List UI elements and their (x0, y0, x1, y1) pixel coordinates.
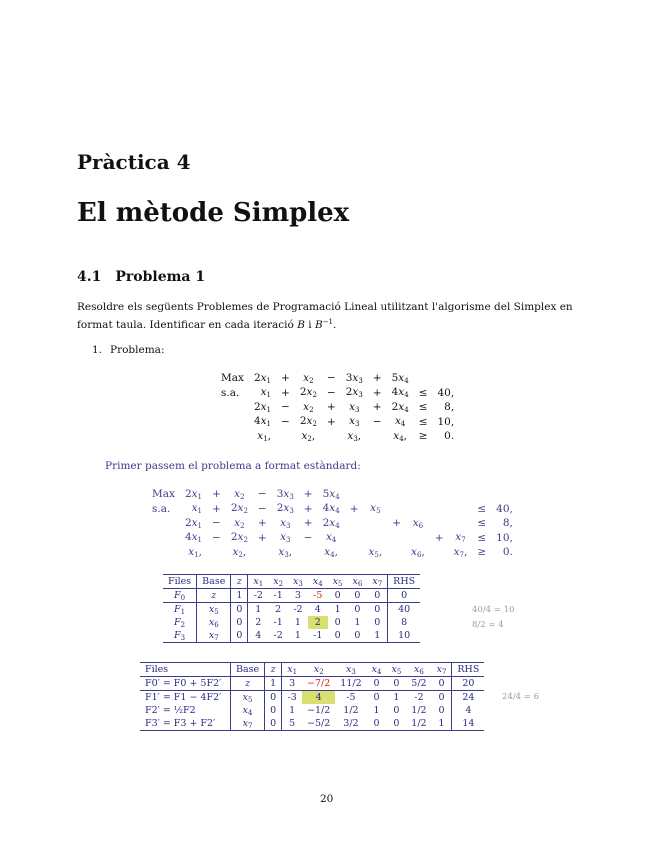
rhs-value: 40, (437, 386, 455, 399)
cell: 1 (265, 677, 282, 691)
ratio-test: 8/2 = 4 (472, 620, 504, 630)
std-constraint-row: $x_1$, $x_2$, $x_3$, $x_4$, $x_5$, $x_6$, $x_7$, ≥ 0. (147, 545, 518, 560)
table-row: $F_1$ $x_5$ 0 1 2 -2 4 1 0 0 40 (163, 603, 420, 617)
cell: 0 (348, 629, 368, 643)
cell: 10 (388, 629, 420, 643)
table-row: F3′ = F3 + F2′ $x_7$ 0 5 −5/2 3/2 0 0 1/2 1 14 (140, 717, 484, 731)
cell: 4 (465, 705, 472, 716)
rhs-value: 0. (444, 430, 455, 443)
cell: 0 (334, 617, 341, 628)
cell-entering: -5 (308, 589, 328, 603)
cell: -2 (414, 692, 424, 703)
page-number: 20 (320, 793, 334, 805)
table-row: F1′ = F1 − 4F2′ $x_5$ 0 -3 4 -5 0 1 -2 0 24 (140, 691, 484, 705)
header-base: Base (197, 575, 231, 589)
pivot-cell: 4 (302, 691, 335, 705)
main-title: El mètode Simplex (77, 198, 350, 228)
row-operation: F2′ = ½F2 (140, 704, 231, 717)
cell: 2 (275, 604, 282, 615)
relation: ≥ (418, 430, 428, 443)
cell: 1 (373, 705, 380, 716)
relation: ≤ (477, 517, 487, 530)
cell-entering: −7/2 (302, 677, 335, 691)
cell: 4 (248, 629, 268, 643)
cell: 24 (462, 692, 475, 703)
cell: 0 (231, 629, 248, 643)
cell: 1 (354, 617, 361, 628)
table-row: $F_0$ z 1 -2 -1 3 -5 0 0 0 0 (163, 589, 420, 603)
rhs-value: 8, (502, 517, 513, 530)
cell: -3 (287, 692, 297, 703)
cell: 1 (294, 617, 301, 628)
cell: 20 (452, 677, 484, 691)
cell: 1 (393, 692, 400, 703)
cell: −1/2 (307, 705, 331, 716)
cell: 3 (282, 677, 302, 691)
rhs-value: 0. (502, 546, 513, 559)
cell: 0 (367, 589, 387, 603)
lp-objective-row: Max $2x_1$ + $x_2$ − $3x_3$ + $5x_4$ (216, 371, 459, 386)
cell: 0 (348, 589, 368, 603)
lp-constraint-row: $2x_1$ − $x_2$ + $x_3$ + $2x_4$ ≤ 8, (216, 400, 459, 415)
standard-form-note: Primer passem el problema a format estàndard: (105, 460, 361, 472)
cell: -1 (308, 629, 328, 643)
cell: -2 (248, 589, 268, 603)
row-operation: F0′ = F0 + 5F2′ (140, 677, 231, 691)
rhs-value: 8, (444, 401, 455, 414)
rhs-value: 10, (496, 531, 513, 544)
cell: 1 (288, 629, 308, 643)
lp-problem (216, 371, 459, 444)
rhs-value: 40, (496, 502, 513, 515)
cell: -5 (346, 692, 356, 703)
cell: 0 (388, 589, 420, 603)
cell: 1 (255, 604, 262, 615)
cell: 0 (386, 677, 406, 691)
cell: 11/2 (335, 677, 366, 691)
row-operation: F1′ = F1 − 4F2′ (140, 691, 231, 705)
cell: -1 (268, 589, 288, 603)
relation: ≤ (418, 401, 428, 414)
cell: −5/2 (302, 717, 335, 731)
tableau-header-row: Files Base z $x_1$ $x_2$ $x_3$ $x_4$ $x_5$ $x_6$ $x_7$ RHS (140, 663, 484, 677)
pivot-cell: 2 (308, 616, 328, 629)
cell: 1/2 (406, 717, 431, 731)
simplex-tableau-1 (163, 574, 420, 643)
std-constraint-row: $2x_1$ − $x_2$ + $x_3$ + $2x_4$ + $x_6$ ≤ 8, (147, 516, 518, 531)
relation: ≤ (477, 502, 487, 515)
cell: 0 (367, 616, 387, 629)
cell: 0 (231, 603, 248, 617)
intro-paragraph: Resoldre els següents Problemes de Programació Lineal utilitzant l'algorisme del Simplex en format taula. Identificar en cada iteració B i $B^{-1}$. (77, 301, 573, 331)
rhs-value: 10, (437, 415, 455, 428)
cell: 1 (334, 604, 341, 615)
relation: ≥ (477, 546, 487, 559)
cell: 0 (367, 717, 387, 731)
cell: 8 (401, 617, 408, 628)
std-constraint-row: $4x_1$ − $2x_2$ + $x_3$ − $x_4$ + $x_7$ ≤ 10, (147, 531, 518, 546)
simplex-tableau-2 (140, 662, 484, 731)
section-number: 4.1 (77, 269, 102, 285)
cell: 14 (452, 717, 484, 731)
cell: 0 (432, 704, 452, 717)
cell: 1 (231, 589, 248, 603)
cell: 1/2 (411, 705, 427, 716)
ratio-test: 24/4 = 6 (502, 692, 540, 702)
max-label: Max (152, 488, 175, 501)
cell: 40 (398, 604, 411, 615)
cell: 5/2 (406, 677, 431, 691)
table-row: F0′ = F0 + 5F2′ z 1 3 −7/2 11/2 0 0 5/2 0 20 (140, 677, 484, 691)
cell: 0 (432, 691, 452, 705)
sa-label: s.a. (152, 502, 171, 515)
ratio-test: 40/4 = 10 (472, 605, 515, 615)
header-rhs: RHS (388, 575, 420, 589)
relation: ≤ (477, 531, 487, 544)
item-number: 1. (92, 344, 103, 356)
table-row: $F_2$ $x_6$ 0 2 -1 1 2 0 1 0 8 (163, 616, 420, 629)
cell: 1 (367, 629, 387, 643)
cell: 0 (354, 604, 361, 615)
cell: 3/2 (335, 717, 366, 731)
cell: 5 (282, 717, 302, 731)
std-constraint-row: s.a. $x_1$ + $2x_2$ − $2x_3$ + $4x_4$ + $x_5$ ≤ 40, (147, 502, 518, 517)
chapter-title: Pràctica 4 (77, 150, 191, 174)
cell: 0 (367, 603, 387, 617)
relation: ≤ (418, 386, 428, 399)
cell: -2 (268, 629, 288, 643)
lp-standard-form (147, 487, 518, 560)
max-label: Max (221, 372, 244, 385)
relation: ≤ (418, 415, 428, 428)
cell: 1 (432, 717, 452, 731)
cell: 0 (386, 717, 406, 731)
lp-constraint-row: s.a. $x_1$ + $2x_2$ − $2x_3$ + $4x_4$ ≤ 40, (216, 386, 459, 401)
table-row: $F_3$ $x_7$ 0 4 -2 1 -1 0 0 1 10 (163, 629, 420, 643)
cell: 4 (314, 604, 321, 615)
cell: 0 (265, 717, 282, 731)
cell: 0 (265, 704, 282, 717)
lp-constraint-row: $4x_1$ − $2x_2$ + $x_3$ − $x_4$ ≤ 10, (216, 415, 459, 430)
cell: 0 (231, 616, 248, 629)
cell: -1 (273, 617, 283, 628)
std-objective-row: Max $2x_1$ + $x_2$ − $3x_3$ + $5x_4$ (147, 487, 518, 502)
item-label: Problema: (110, 344, 165, 356)
tableau-header-row: Files Base z $x_1$ $x_2$ $x_3$ $x_4$ $x_5$ $x_6$ $x_7$ RHS (163, 575, 420, 589)
cell: 0 (328, 589, 348, 603)
cell: 2 (255, 617, 262, 628)
sa-label: s.a. (221, 386, 240, 399)
cell: 0 (265, 691, 282, 705)
table-row: F2′ = ½F2 $x_4$ 0 1 −1/2 1/2 1 0 1/2 0 4 (140, 704, 484, 717)
cell: -2 (293, 604, 303, 615)
cell: 3 (288, 589, 308, 603)
header-rhs: RHS (452, 663, 484, 677)
cell: 0 (373, 692, 380, 703)
header-files: Files (140, 663, 231, 677)
cell: 0 (367, 677, 387, 691)
cell: 1/2 (343, 705, 359, 716)
header-files: Files (163, 575, 197, 589)
header-base: Base (231, 663, 265, 677)
cell: 1 (289, 705, 296, 716)
section-heading (77, 269, 205, 285)
row-operation: F3′ = F3 + F2′ (140, 717, 231, 731)
section-title: Problema 1 (115, 269, 206, 285)
cell: 0 (393, 705, 400, 716)
list-item (92, 344, 165, 356)
cell: 0 (432, 677, 452, 691)
cell: 0 (328, 629, 348, 643)
lp-constraint-row: $x_1$, $x_2$, $x_3$, $x_4$, ≥ 0. (216, 429, 459, 444)
